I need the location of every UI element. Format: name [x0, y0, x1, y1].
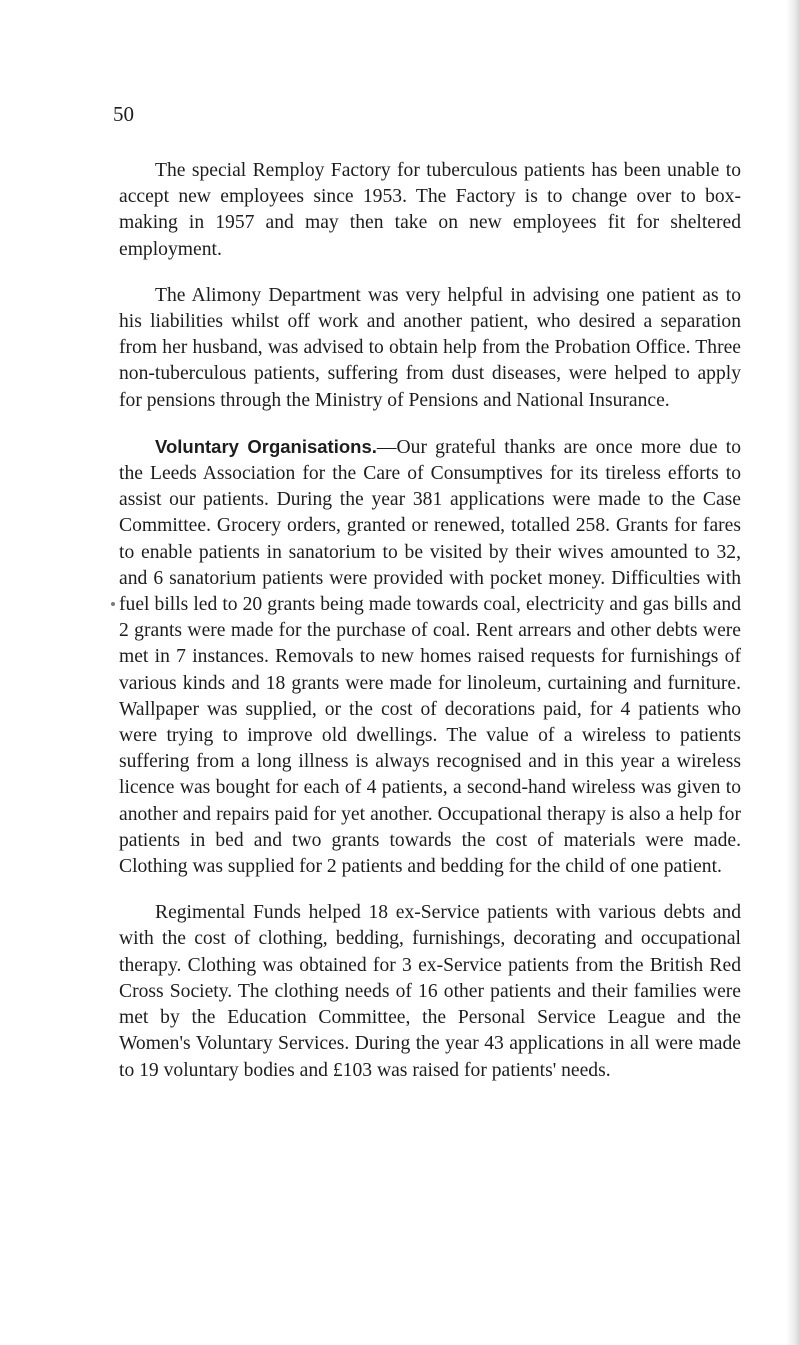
- paragraph-voluntary-text: —Our grateful thanks are once more due to the Leeds Association for the Care of Consumptives for its tireless efforts to assist our patients. During the year 381 applications were made to the Case Committee. Grocery orders, granted or renewed, totalled 258. Grants for fares to enable patients in sanatorium to be visited by their wives amounted to 32, and 6 sanatorium patients were provided with pocket money. Difficulties with fuel bills led to 20 grants being made towards coal, electricity and gas bills and 2 grants were made for the purchase of coal. Rent arrears and other debts were met in 7 instances. Removals to new homes raised requests for furnishings of various kinds and 18 grants were made for linoleum, curtaining and furniture. Wallpaper was supplied, or the cost of decorations paid, for 4 patients who were trying to improve old dwellings. The value of a wireless to patients suffering from a long illness is always recognised and in this year a wireless licence was bought for each of 4 patients, a second-hand wireless was given to another and repairs paid for yet another. Occupational therapy is also a help for patients in bed and two grants towards the cost of materials were made. Clothing was supplied for 2 patients and bedding for the child of one patient.: [119, 436, 741, 878]
- section-heading: Voluntary Organisations.: [155, 435, 377, 457]
- document-body: [119, 158, 741, 1104]
- paragraph-remploy: The special Remploy Factory for tuberculous patients has been unable to accept new employees since 1953. The Factory is to change over to box-making in 1957 and may then take on new employees fit for sheltered employment.: [119, 160, 741, 260]
- paragraph-alimony: The Alimony Department was very helpful in advising one patient as to his liabilities whilst off work and another patient, who desired a separation from her husband, was advised to obtain help from the Probation Office. Three non-tuberculous patients, suffering from dust diseases, were helped to apply for pensions through the Ministry of Pensions and National Insurance.: [119, 284, 741, 411]
- margin-mark: [111, 602, 115, 606]
- paragraph-voluntary-organisations: [119, 434, 741, 880]
- paragraph-regimental-funds: Regimental Funds helped 18 ex-Service patients with various debts and with the cost of clothing, bedding, furnishings, decorating and occupational therapy. Clothing was obtained for 3 ex-Service patients from the British Red Cross Society. The clothing needs of 16 other patients and their families were met by the Education Committee, the Personal Service League and the Women's Voluntary Services. During the year 43 applications in all were made to 19 voluntary bodies and £103 was raised for patients' needs.: [119, 902, 741, 1081]
- page-number: 50: [113, 102, 134, 126]
- page-edge-shadow: [786, 0, 800, 1345]
